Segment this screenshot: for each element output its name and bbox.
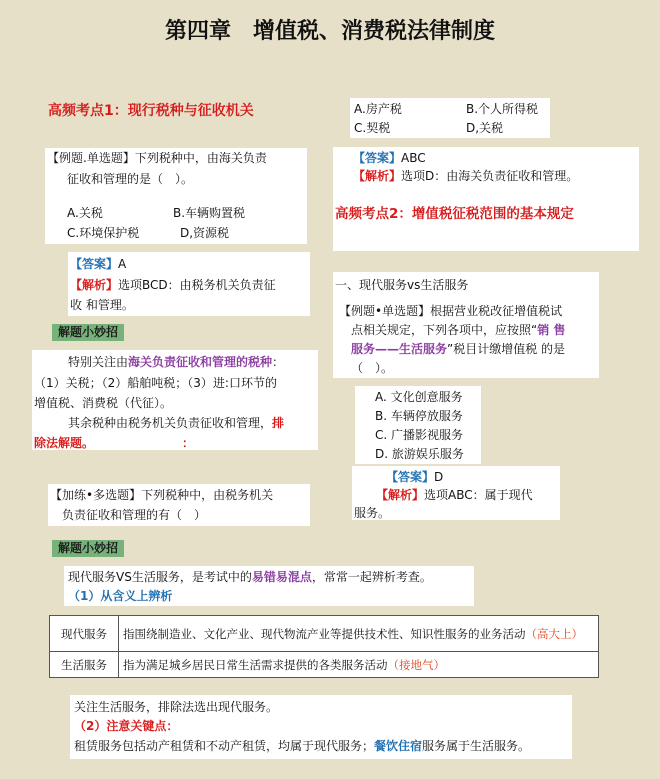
question-text: （ ）。 [351, 361, 394, 375]
option-d: D,资源税 [180, 226, 230, 240]
example-tag: 【例题.单选题】 [47, 151, 135, 165]
option-b: B. 车辆停放服务 [375, 409, 463, 423]
topic-1-heading: 高频考点1：现行税种与征收机关 [48, 103, 254, 119]
desc-tag: （高大上） [525, 626, 583, 641]
option-c: C.环境保护税 [67, 226, 140, 240]
answer-value: ABC [401, 151, 426, 165]
answer-1-box [68, 252, 310, 316]
section-box [333, 272, 599, 378]
option-d: D. 旅游娱乐服务 [375, 447, 464, 461]
tip-text: 增值税、消费税（代征）。 [34, 396, 173, 410]
answer-2-box [333, 147, 639, 251]
table-cell-name: 生活服务 [50, 652, 119, 678]
section-heading: 一、现代服务vs生活服务 [335, 278, 469, 292]
option-b: B.个人所得税 [466, 102, 539, 116]
answer-value: A [118, 257, 127, 271]
question-text: 根据营业税改征增值税试 [430, 304, 563, 318]
note-highlight: 餐饮住宿 [374, 739, 423, 753]
question-highlight: 销 售 [537, 323, 566, 337]
intro-text: ，常常一起辨析考查。 [311, 570, 432, 584]
table-cell-desc [119, 616, 599, 652]
options-3-box [355, 386, 481, 464]
tip-colon: ： [182, 436, 195, 450]
table-row [50, 616, 599, 652]
option-a: A. 文化创意服务 [375, 390, 463, 404]
option-a: A.房产税 [354, 102, 402, 116]
tip-highlight: 海关负责征收和管理的税种 [128, 355, 273, 369]
notes-box [70, 695, 572, 759]
analysis-text: 选项D：由海关负责征收和管理。 [401, 169, 579, 183]
question-text: 负责征收和管理的有（ ） [62, 508, 207, 522]
tips-1-box [32, 350, 318, 450]
topic-2-heading: 高频考点2：增值税征税范围的基本规定 [335, 206, 574, 222]
answer-tag: 【答案】 [386, 470, 435, 484]
tips-tag: 解题小妙招 [52, 324, 124, 341]
desc-text: 指围绕制造业、文化产业、现代物流产业等提供技术性、知识性服务的业务活动 [123, 626, 526, 641]
comparison-table [49, 615, 599, 678]
example-tag: 【加练•多选题】 [50, 488, 142, 502]
tips-tag: 解题小妙招 [52, 540, 124, 557]
intro-box [64, 566, 474, 606]
tip-text: 其余税种由税务机关负责征收和管理， [68, 416, 273, 430]
question-highlight: 服务——生活服务 [351, 342, 448, 356]
answer-tag: 【答案】 [353, 151, 402, 165]
table-cell-desc [119, 652, 599, 678]
option-b: B.车辆购置税 [173, 206, 246, 220]
tip-highlight: 排 [272, 416, 285, 430]
option-d: D,关税 [466, 121, 504, 135]
analysis-tag: 【解析】 [70, 278, 119, 292]
tip-highlight: 除法解题。 [34, 436, 95, 450]
answer-3-box [352, 466, 560, 520]
options-box [350, 98, 550, 138]
answer-value: D [434, 470, 444, 484]
note-text: 关注生活服务，排除法选出现代服务。 [74, 700, 279, 714]
example-1-box [45, 148, 307, 244]
subheading: （2）注意关键点： [74, 719, 179, 733]
question-text: ”税目计缴增值税 的是 [447, 342, 566, 356]
tip-text: ： [272, 355, 285, 369]
analysis-tag: 【解析】 [376, 488, 425, 502]
note-text: 服务属于生活服务。 [422, 739, 531, 753]
table-row [50, 652, 599, 678]
tip-text: （1）关税；（2）船舶吨税；（3）进:口环节的 [34, 376, 277, 390]
desc-text: 指为满足城乡居民日常生活需求提供的各类服务活动 [123, 657, 388, 672]
option-a: A.关税 [67, 206, 103, 220]
question-text: 征收和管理的是（ ）。 [67, 172, 194, 186]
intro-highlight: 易错易混点 [251, 570, 312, 584]
answer-tag: 【答案】 [70, 257, 119, 271]
option-c: C.契税 [354, 121, 391, 135]
tip-text: 特别关注由 [68, 355, 129, 369]
analysis-text: 选项BCD：由税务机关负责征 [118, 278, 276, 292]
example-tag: 【例题•单选题】 [339, 304, 431, 318]
analysis-tag: 【解析】 [353, 169, 402, 183]
analysis-text: 收 和管理。 [70, 298, 134, 312]
subheading: （1）从含义上辨析 [68, 589, 173, 603]
page-title: 第四章 增值税、消费税法律制度 [164, 19, 495, 44]
example-2-box [48, 484, 310, 526]
desc-tag: （接地气） [387, 657, 445, 672]
question-text: 下列税种中，由海关负责 [134, 151, 267, 165]
analysis-text: 选项ABC：属于现代 [424, 488, 533, 502]
intro-text: 现代服务VS生活服务，是考试中的 [68, 570, 252, 584]
analysis-text: 服务。 [354, 506, 391, 520]
note-text: 租赁服务包括动产租赁和不动产租赁，均属于现代服务； [74, 739, 375, 753]
question-text: 下列税种中，由税务机关 [141, 488, 274, 502]
option-c: C. 广播影视服务 [375, 428, 464, 442]
question-text: 点相关规定，下列各项中，应按照“ [351, 323, 538, 337]
table-cell-name: 现代服务 [50, 616, 119, 652]
